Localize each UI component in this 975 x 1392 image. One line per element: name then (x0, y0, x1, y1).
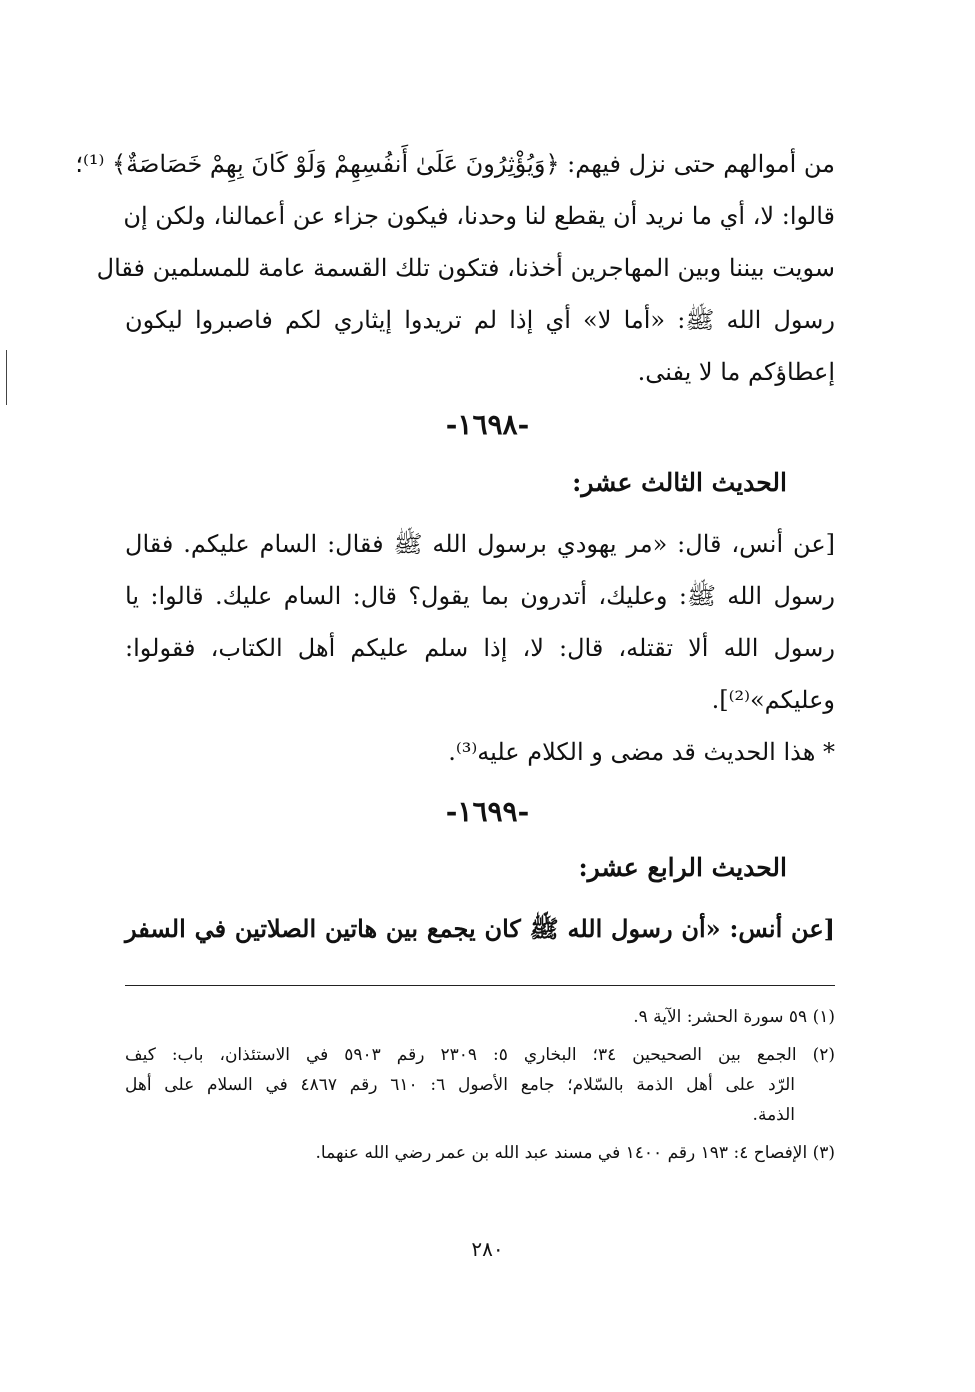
footnotes (125, 1002, 835, 1168)
hadith-number-1699: -١٦٩٩- (445, 795, 530, 828)
footnote-2: (٢) الجمع بين الصحيحين ٣٤؛ البخاري ٥: ٢٣٠٩ رقم ٥٩٠٣ في الاستئذان، باب: كيف (125, 1045, 835, 1065)
top-paragraph (75, 138, 835, 398)
paragraph-line: قالوا: لا، أي ما نريد أن يقطع لنا وحدنا، فيكون جزاء عن أعمالنا، ولكن إن (123, 202, 835, 230)
paragraph-line: سويت بيننا وبين المهاجرين أخذنا، فتكون تلك القسمة عامة للمسلمين فقال (96, 254, 835, 282)
hadith-14-text (125, 903, 835, 955)
hadith-line: [عن أنس، قال: «مر يهودي برسول الله ﷺ فقال: السام عليكم. فقال (125, 530, 835, 558)
footnote-separator (125, 985, 835, 986)
page-number: ٢٨٠ (471, 1237, 504, 1261)
footnote-3: (٣) الإفصاح ٤: ١٩٣ رقم ١٤٠٠ في مسند عبد الله بن عمر رضي الله عنهما. (315, 1143, 835, 1163)
hadith-line: [عن أنس: «أن رسول الله ﷺ كان يجمع بين هاتين الصلاتين في السفر (125, 914, 835, 943)
footnote-2-cont: الذمة. (752, 1105, 795, 1125)
hadith-number-1698: -١٦٩٨- (445, 408, 530, 441)
hadith-13-text (125, 518, 835, 778)
hadith-line: رسول الله ﷺ: وعليك، أتدرون بما يقول؟ قال: السام عليك. قالوا: يا (125, 582, 835, 610)
footnote-1: (١) ٥٩ سورة الحشر: الآية ٩. (633, 1007, 835, 1027)
paragraph-line: إعطاؤكم ما لا يفنى. (637, 358, 835, 386)
margin-mark (6, 350, 7, 405)
footnote-2-cont: الرّد على أهل الذمة بالسّلام؛ جامع الأصول ٦: ٦١٠ رقم ٤٨٦٧ في السلام على أهل (125, 1075, 795, 1095)
hadith-title-13: الحديث الثالث عشر: (572, 468, 787, 497)
paragraph-line: من أموالهم حتى نزل فيهم: ﴿وَيُؤْثِرُونَ عَلَىٰ أَنفُسِهِمْ وَلَوْ كَانَ بِهِمْ خَصَاصَةٌ﴾ ⁽¹⁾؛ (75, 150, 835, 178)
hadith-line: وعليكم»⁽²⁾]. (711, 686, 835, 714)
hadith-title-14: الحديث الرابع عشر: (578, 853, 787, 882)
paragraph-line: رسول الله ﷺ: «أما لا» أي إذا لم تريدوا إيثاري لكم فاصبروا ليكون (125, 306, 835, 334)
hadith-note: * هذا الحديث قد مضى و الكلام عليه⁽³⁾. (448, 738, 835, 766)
hadith-line: رسول الله ألا تقتله، قال: لا، إذا سلم عليكم أهل الكتاب، فقولوا: (125, 634, 835, 662)
